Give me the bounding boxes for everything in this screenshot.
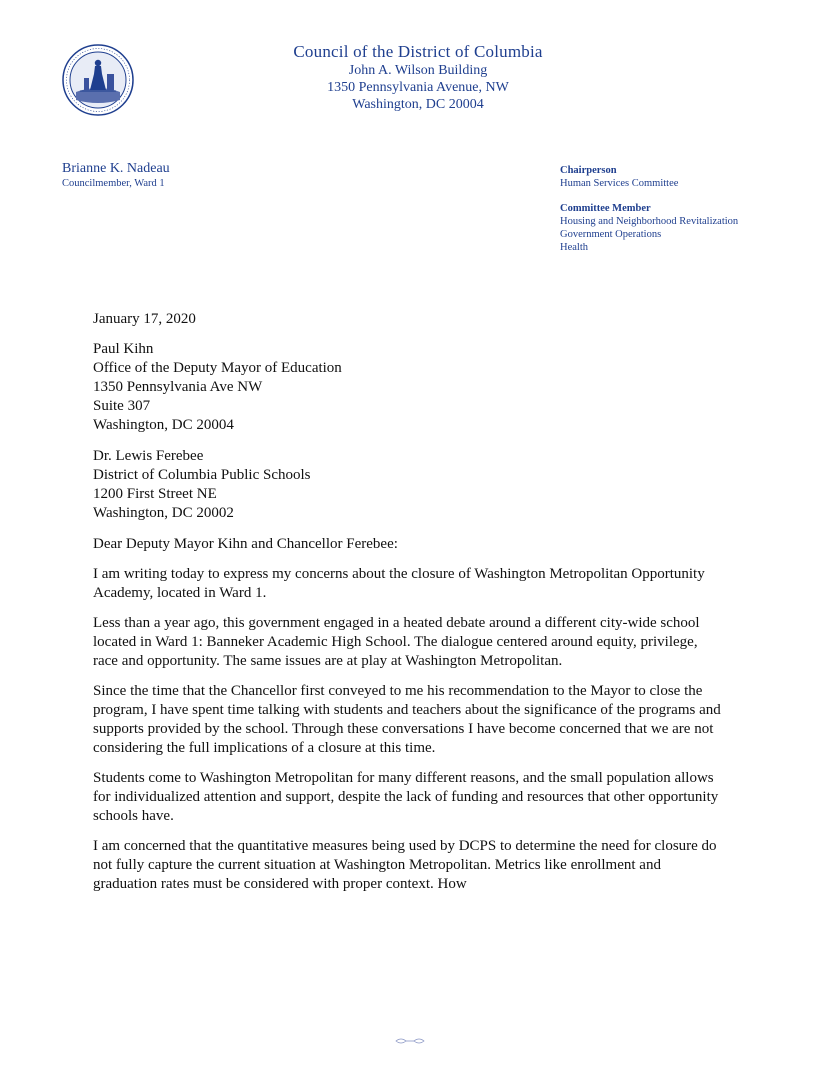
committee-block (560, 164, 738, 254)
councilmember-block (62, 160, 170, 190)
address-line: Paul Kihn (93, 341, 154, 357)
member-committee: Health (560, 242, 588, 253)
city-address: Washington, DC 20004 (352, 97, 484, 112)
building-name: John A. Wilson Building (348, 63, 488, 78)
address-line: District of Columbia Public Schools (93, 467, 311, 483)
body-paragraph: Students come to Washington Metropolitan for many different reasons, and the small population allows for individualized attention and support, despite the lack of funding and resources that other opportunity schools have. (93, 770, 719, 824)
letterhead (268, 42, 568, 113)
chairperson-heading: Chairperson (560, 165, 617, 176)
address-line: Washington, DC 20002 (93, 505, 234, 521)
body-paragraph: I am writing today to express my concerns about the closure of Washington Metropolitan Opportunity Academy, located in Ward 1. (93, 566, 705, 601)
letter-body (93, 310, 723, 905)
address-line: Dr. Lewis Ferebee (93, 448, 204, 464)
body-paragraph: I am concerned that the quantitative measures being used by DCPS to determine the need for closure do not fully capture the current situation at Washington Metropolitan. Metrics like enrollment and graduation rates must be considered with proper context. How (93, 838, 717, 892)
salutation: Dear Deputy Mayor Kihn and Chancellor Ferebee: (93, 536, 398, 552)
body-paragraph: Less than a year ago, this government engaged in a heated debate around a different city-wide school located in Ward 1: Banneker Academic High School. The dialogue centered around equity, privilege, race and opportunity. The same issues are at play at Washington Metropolitan. (93, 615, 700, 669)
councilmember-title: Councilmember, Ward 1 (62, 178, 165, 189)
member-committee: Government Operations (560, 229, 662, 240)
council-name: Council of the District of Columbia (293, 42, 543, 61)
recipient-address-2 (93, 447, 723, 523)
address-line: Washington, DC 20004 (93, 417, 234, 433)
councilmember-name: Brianne K. Nadeau (62, 161, 170, 176)
member-committee: Housing and Neighborhood Revitalization (560, 216, 739, 227)
committee-member-heading: Committee Member (560, 203, 651, 214)
letter-date: January 17, 2020 (93, 311, 196, 327)
address-line: 1350 Pennsylvania Ave NW (93, 379, 263, 395)
recycled-paper-mark-icon (392, 1036, 428, 1046)
address-line: Suite 307 (93, 398, 151, 414)
street-address: 1350 Pennsylvania Avenue, NW (327, 80, 509, 95)
district-seal-icon (62, 44, 134, 116)
body-paragraph: Since the time that the Chancellor first conveyed to me his recommendation to the Mayor to close the program, I have spent time talking with students and teachers about the significance of the programs and supports provided by the school. Through these conversations I have become concerned that we are not considering the full implications of a closure at this time. (93, 683, 721, 756)
recipient-address-1 (93, 340, 723, 435)
address-line: 1200 First Street NE (93, 486, 217, 502)
address-line: Office of the Deputy Mayor of Education (93, 360, 342, 376)
chair-committee: Human Services Committee (560, 178, 679, 189)
